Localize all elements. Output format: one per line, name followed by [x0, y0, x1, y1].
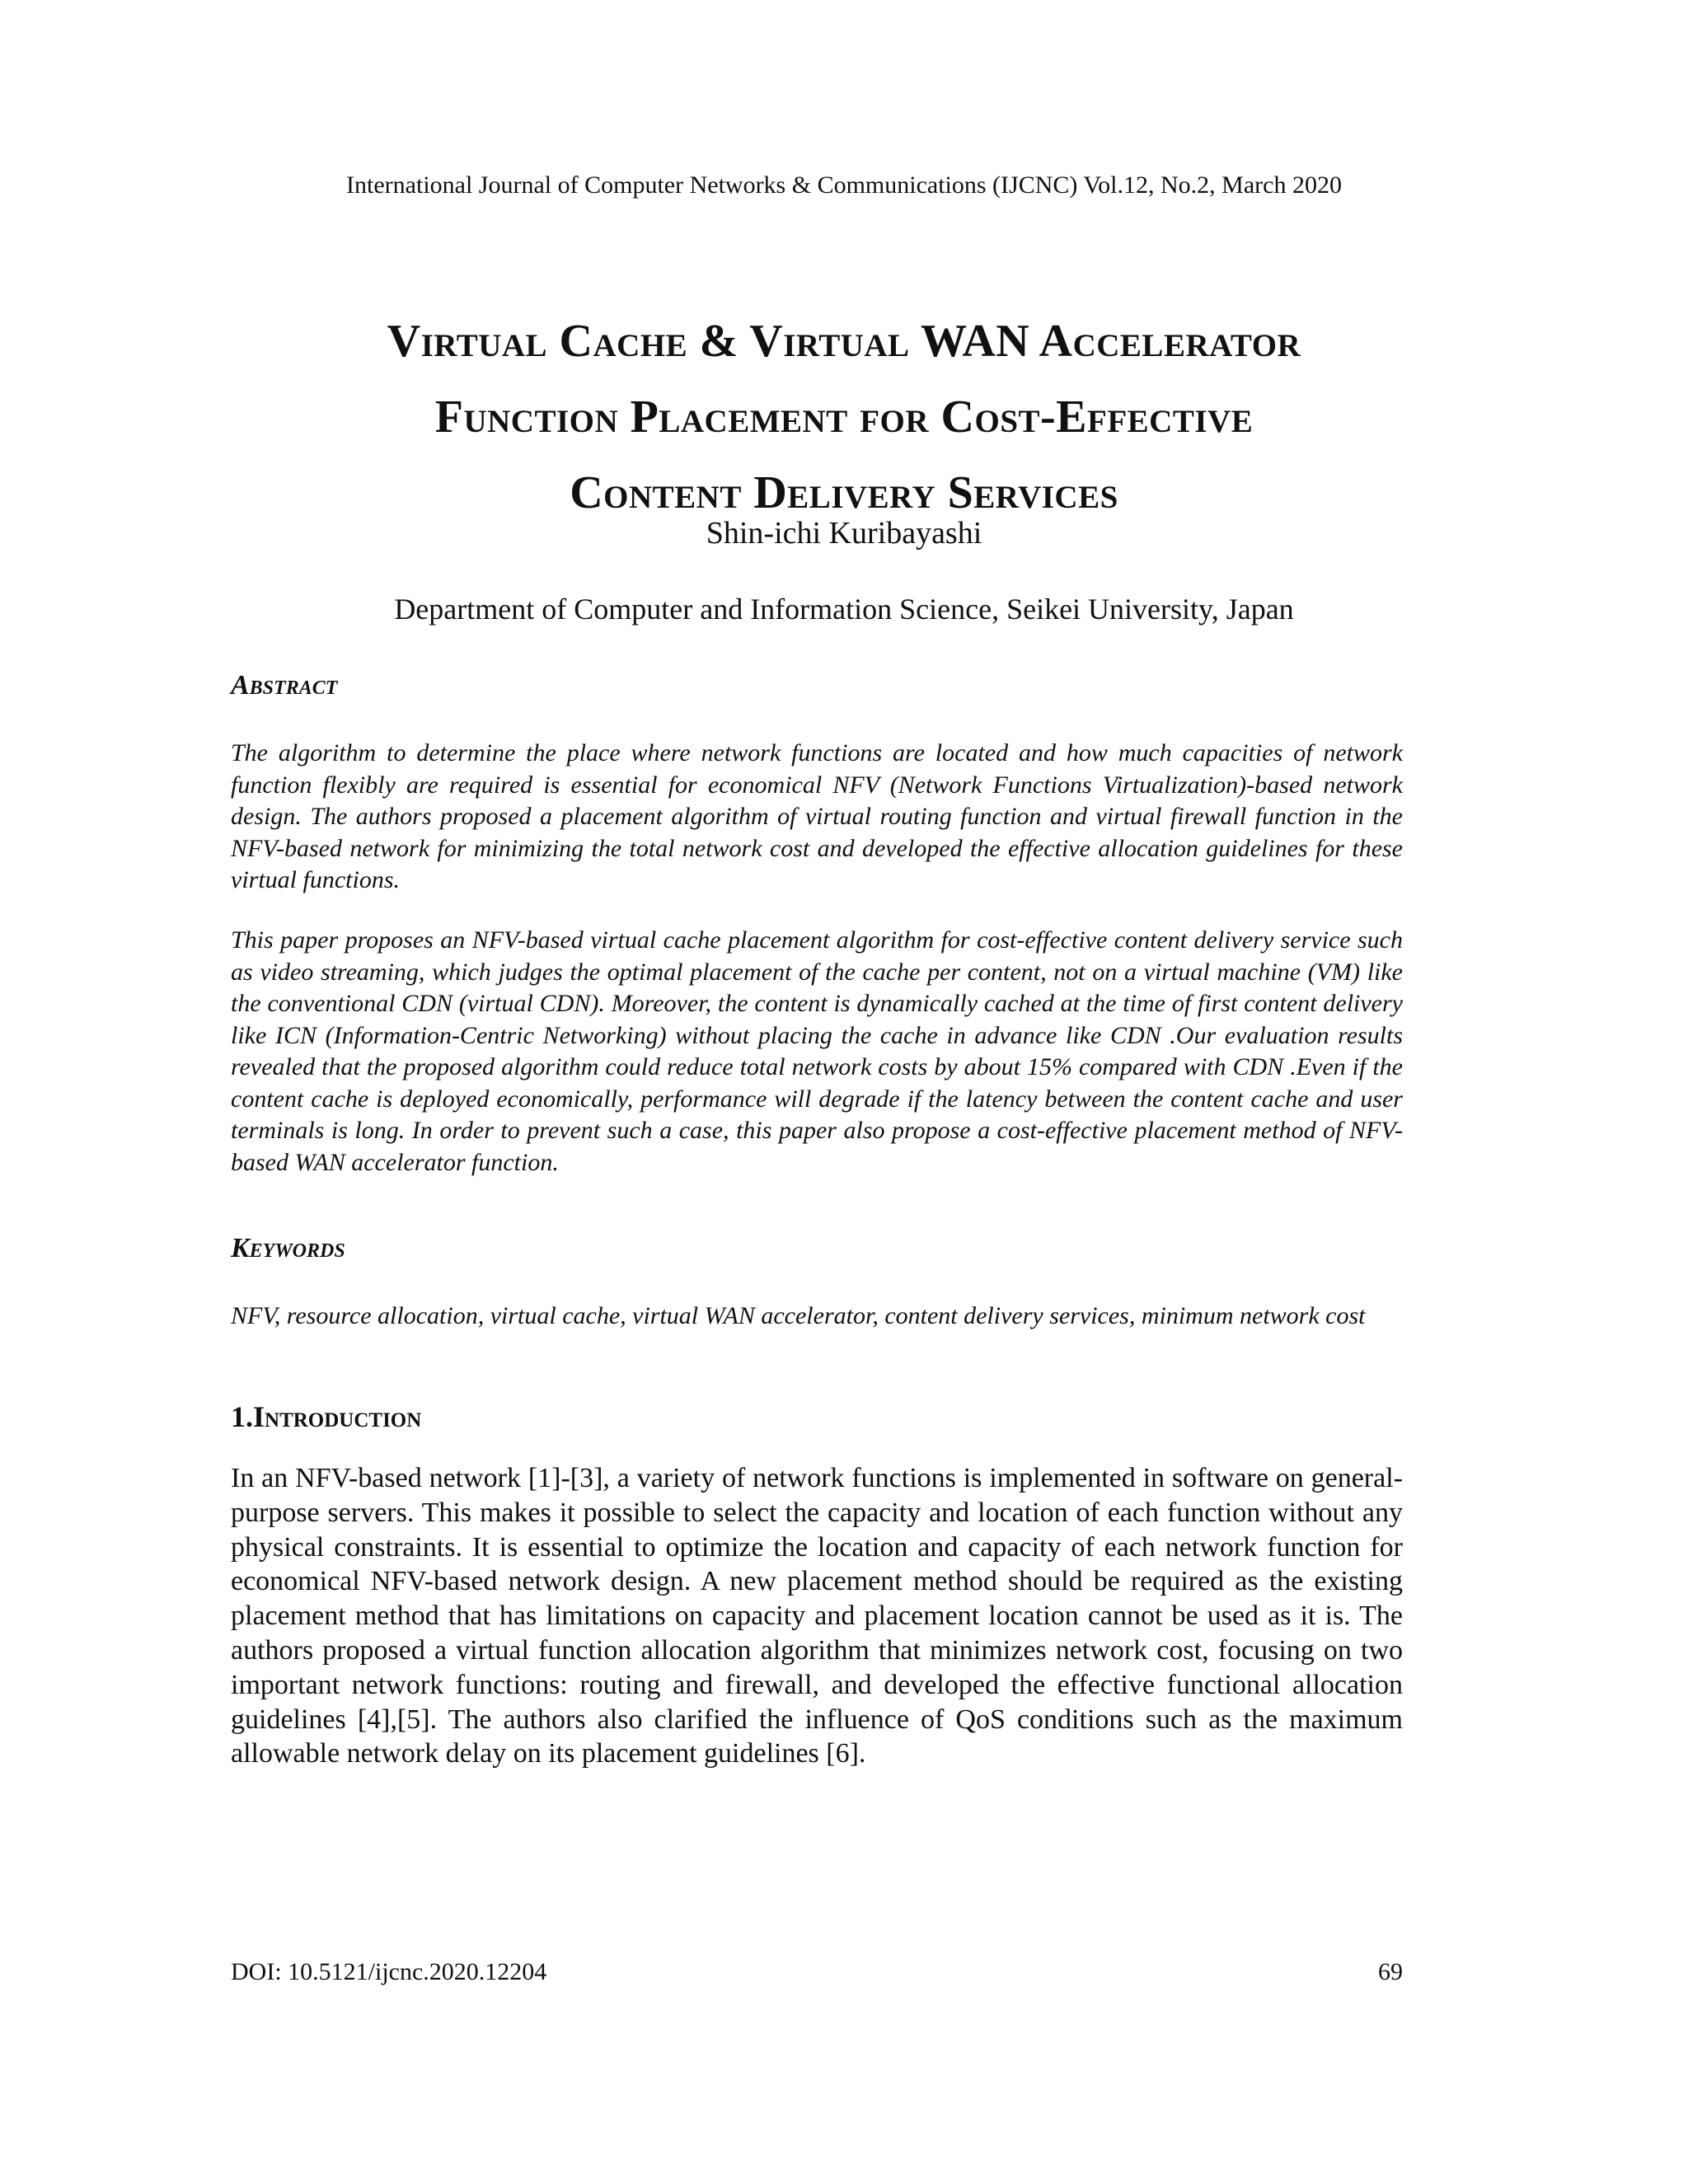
introduction-heading: 1.Introduction [231, 1400, 422, 1433]
author-affiliation: Department of Computer and Information Science, Seikei University, Japan [394, 593, 1294, 626]
doi-footer: DOI: 10.5121/ijcnc.2020.12204 [231, 1958, 547, 1985]
page-number: 69 [1378, 1958, 1403, 1985]
introduction-paragraph: In an NFV-based network [1]-[3], a variety of network functions is implemented in software on general-purpose servers. This makes it possible to select the capacity and location of each function without any physical constraints. It is essential to optimize the location and capacity of each network function for economical NFV-based network design. A new placement method should be required as the existing placement method that has limitations on capacity and placement location cannot be used as it is. The authors proposed a virtual function allocation algorithm that minimizes network cost, focusing on two important network functions: routing and firewall, and developed the effective functional allocation guidelines [4],[5]. The authors also clarified the influence of QoS conditions such as the maximum allowable network delay on its placement guidelines [6]. [231, 1463, 1403, 1769]
abstract-paragraph-1: The algorithm to determine the place where network functions are located and how much capacities of network function flexibly are required is essential for economical NFV (Network Functions Virtualization)-based network design. The authors proposed a placement algorithm of virtual routing function and virtual firewall function in the NFV-based network for minimizing the total network cost and developed the effective allocation guidelines for these virtual functions. [231, 739, 1403, 893]
abstract-paragraph-2: This paper proposes an NFV-based virtual cache placement algorithm for cost-effective content delivery service such as video streaming, which judges the optimal placement of the cache per content, not on a virtual machine (VM) like the conventional CDN (virtual CDN). Moreover, the content is dynamically cached at the time of first content delivery like ICN (Information-Centric Networking) without placing the cache in advance like CDN .Our evaluation results revealed that the proposed algorithm could reduce total network costs by about 15% compared with CDN .Even if the content cache is deployed economically, performance will degrade if the latency between the content cache and user terminals is long. In order to prevent such a case, this paper also propose a cost-effective placement method of NFV-based WAN accelerator function. [231, 926, 1403, 1176]
paper-title-line-1: Virtual Cache & Virtual WAN Accelerator [387, 316, 1301, 367]
author-name: Shin-ichi Kuribayashi [706, 516, 982, 551]
abstract-heading: Abstract [231, 670, 338, 701]
paper-title [165, 303, 1523, 531]
keywords-heading: Keywords [231, 1233, 345, 1263]
paper-title-line-3: Content Delivery Services [570, 467, 1118, 518]
keywords-text: NFV, resource allocation, virtual cache, virtual WAN accelerator, content delivery services, minimum network cost [231, 1302, 1366, 1329]
journal-running-header: International Journal of Computer Networks & Communications (IJCNC) Vol.12, No.2, March 2020 [346, 171, 1342, 199]
paper-title-line-2: Function Placement for Cost-Effective [434, 391, 1254, 443]
